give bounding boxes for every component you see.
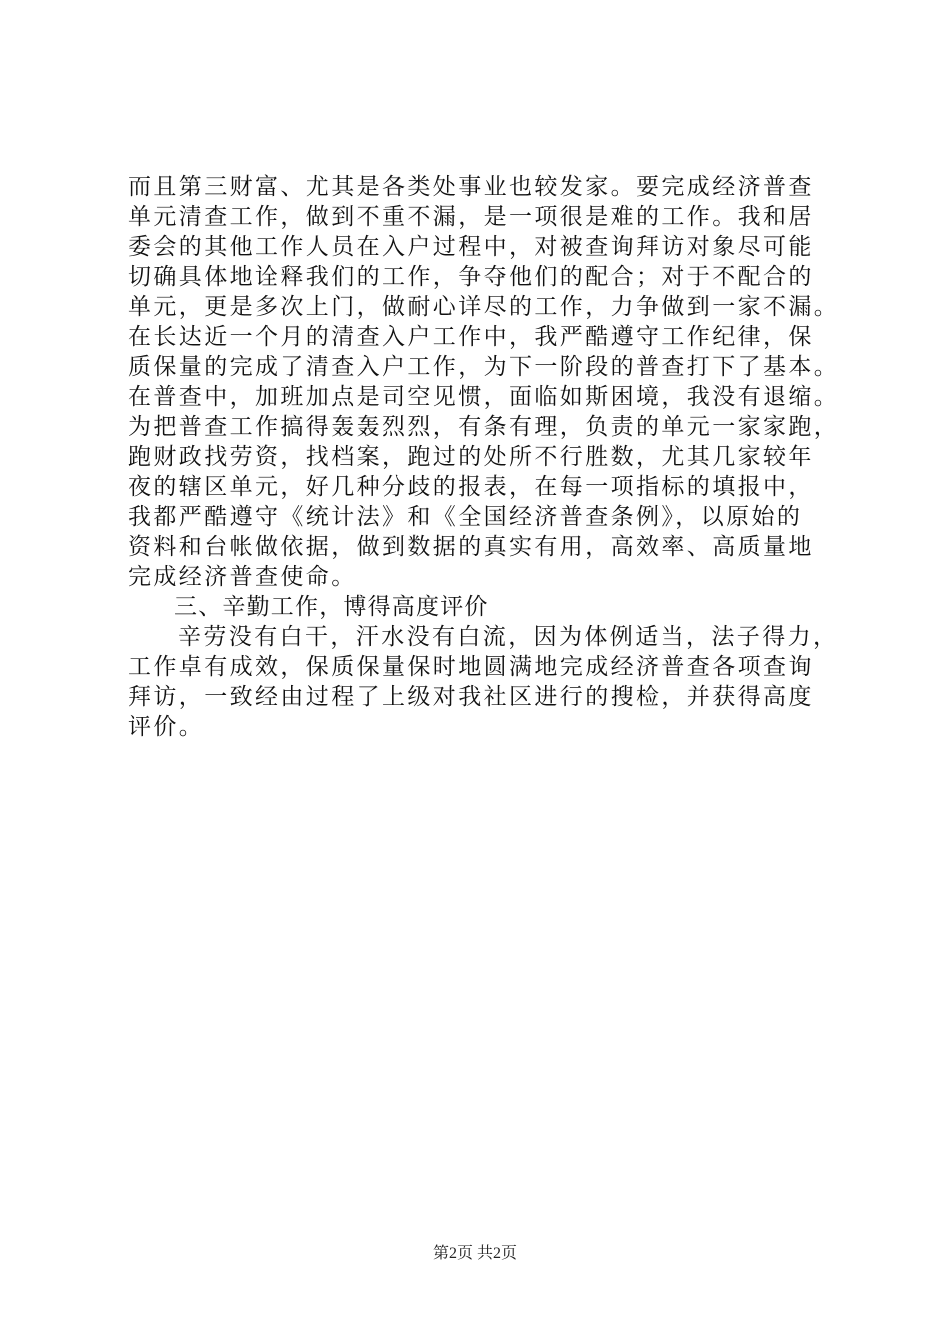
text-line: 而且第三财富、尤其是各类处事业也较发家。要完成经济普查 bbox=[128, 174, 814, 200]
text-line: 单元，更是多次上门，做耐心详尽的工作，力争做到一家不漏。 bbox=[128, 294, 840, 320]
text-line: 夜的辖区单元，好几种分歧的报表，在每一项指标的填报中， bbox=[128, 474, 814, 500]
text-line: 工作卓有成效，保质保量保时地圆满地完成经济普查各项查询 bbox=[128, 654, 814, 680]
text-line: 辛劳没有白干，汗水没有白流，因为体例适当，法子得力， bbox=[178, 624, 839, 650]
text-line: 单元清查工作，做到不重不漏，是一项很是难的工作。我和居 bbox=[128, 204, 814, 230]
text-line: 质保量的完成了清查入户工作，为下一阶段的普查打下了基本。 bbox=[128, 354, 840, 380]
text-line: 资料和台帐做依据，做到数据的真实有用，高效率、高质量地 bbox=[128, 534, 814, 560]
section-heading: 三、辛勤工作，博得高度评价 bbox=[174, 594, 489, 620]
text-line: 在长达近一个月的清查入户工作中，我严酷遵守工作纪律，保 bbox=[128, 324, 814, 350]
text-line: 在普查中，加班加点是司空见惯，面临如斯困境，我没有退缩。 bbox=[128, 384, 840, 410]
text-line: 委会的其他工作人员在入户过程中，对被查询拜访对象尽可能 bbox=[128, 234, 814, 260]
document-body bbox=[128, 172, 858, 742]
text-line: 完成经济普查使命。 bbox=[128, 564, 357, 590]
text-line: 跑财政找劳资，找档案，跑过的处所不行胜数，尤其几家较年 bbox=[128, 444, 814, 470]
text-line: 为把普查工作搞得轰轰烈烈，有条有理，负责的单元一家家跑， bbox=[128, 414, 840, 440]
text-line: 评价。 bbox=[128, 714, 205, 740]
text-line: 我都严酷遵守《统计法》和《全国经济普查条例》，以原始的 bbox=[128, 504, 803, 530]
page-footer: 第2页 共2页 bbox=[432, 1245, 517, 1262]
text-line: 拜访，一致经由过程了上级对我社区进行的搜检，并获得高度 bbox=[128, 684, 814, 710]
text-line: 切确具体地诠释我们的工作，争夺他们的配合；对于不配合的 bbox=[128, 264, 814, 290]
